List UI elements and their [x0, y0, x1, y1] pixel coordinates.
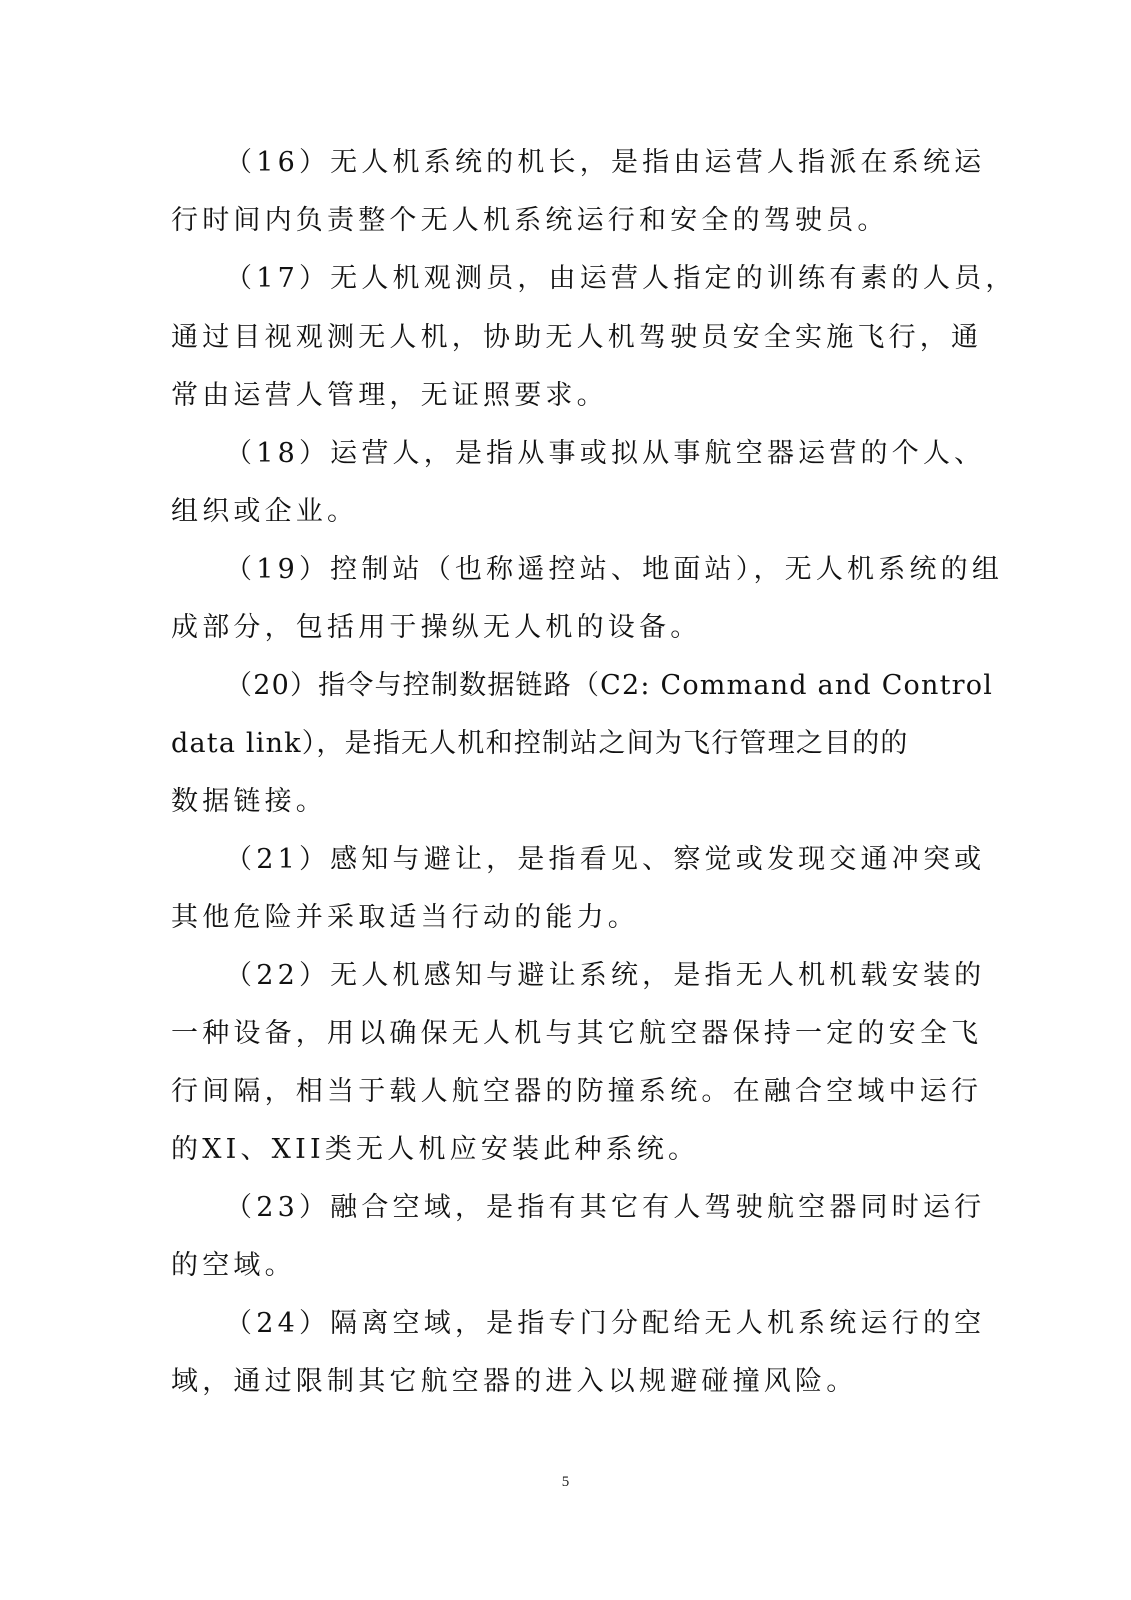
text-line-19-a: （19）控制站（也称遥控站、地面站），无人机系统的组	[225, 554, 1004, 585]
text-line-22-a: （22）无人机感知与避让系统，是指无人机机载安装的	[225, 960, 986, 991]
text-line-17-a: （17）无人机观测员，由运营人指定的训练有素的人员，	[225, 263, 1017, 294]
text-line-24-a: （24）隔离空域，是指专门分配给无人机系统运行的空	[225, 1308, 986, 1339]
text-line-21-b: 其他危险并采取适当行动的能力。	[171, 902, 639, 933]
text-line-19-b: 成部分，包括用于操纵无人机的设备。	[171, 612, 702, 643]
text-line-17-b: 通过目视观测无人机，协助无人机驾驶员安全实施飞行，通	[171, 322, 983, 353]
text-line-20-c: 数据链接。	[171, 786, 327, 817]
text-line-18-a: （18）运营人，是指从事或拟从事航空器运营的个人、	[225, 438, 986, 469]
text-line-20-b: data link），是指无人机和控制站之间为飞行管理之目的的	[171, 728, 909, 759]
text-line-16-a: （16）无人机系统的机长，是指由运营人指派在系统运	[225, 147, 986, 178]
text-line-24-b: 域，通过限制其它航空器的进入以规避碰撞风险。	[171, 1366, 858, 1397]
page-number: 5	[561, 1474, 570, 1490]
text-line-20-a: （20）指令与控制数据链路（C2: Command and Control	[225, 670, 994, 701]
text-line-22-d: 的XI、XII类无人机应安装此种系统。	[171, 1134, 700, 1165]
text-line-18-b: 组织或企业。	[171, 496, 359, 527]
text-line-23-b: 的空域。	[171, 1250, 296, 1281]
text-line-21-a: （21）感知与避让，是指看见、察觉或发现交通冲突或	[225, 844, 986, 875]
text-line-22-b: 一种设备，用以确保无人机与其它航空器保持一定的安全飞	[171, 1018, 983, 1049]
text-line-23-a: （23）融合空域，是指有其它有人驾驶航空器同时运行	[225, 1192, 986, 1223]
text-line-22-c: 行间隔，相当于载人航空器的防撞系统。在融合空域中运行	[171, 1076, 983, 1107]
text-line-16-b: 行时间内负责整个无人机系统运行和安全的驾驶员。	[171, 205, 889, 236]
text-line-17-c: 常由运营人管理，无证照要求。	[171, 380, 608, 411]
